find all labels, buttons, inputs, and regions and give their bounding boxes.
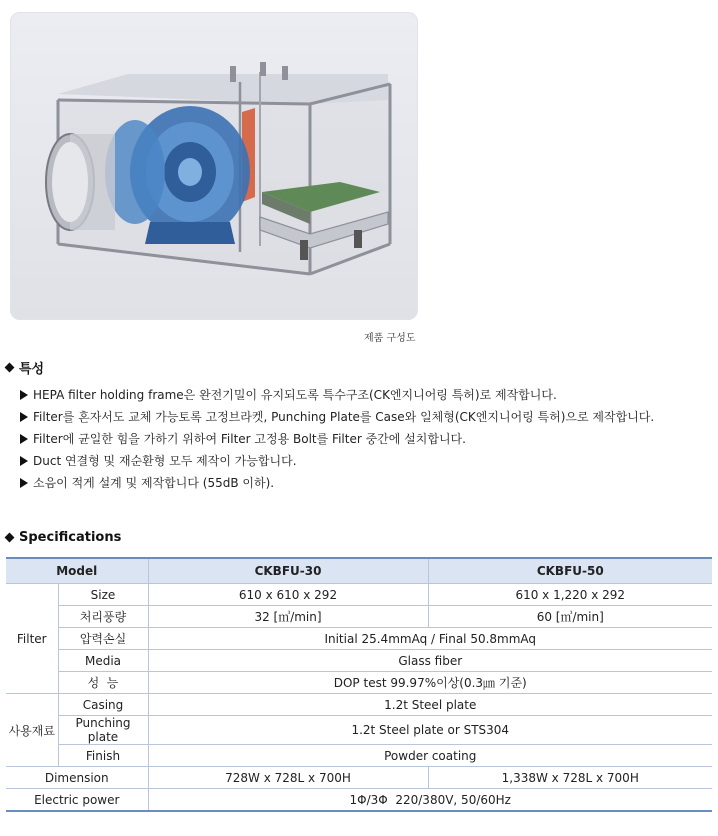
table-row [6, 789, 712, 812]
row-label: 성 능 [58, 672, 148, 694]
cell-value: Powder coating [148, 745, 712, 767]
row-label: Finish [58, 745, 148, 767]
table-row [6, 694, 712, 716]
table-row [6, 672, 712, 694]
table-row [6, 584, 712, 606]
cell-value: DOP test 99.97%이상(0.3㎛ 기준) [148, 672, 712, 694]
table-row [6, 606, 712, 628]
material-category: 사용재료 [6, 694, 58, 767]
cell-value: 32 [㎥/min] [148, 606, 428, 628]
table-row [6, 716, 712, 745]
header-model-2: CKBFU-50 [428, 558, 712, 584]
diamond-bullet-icon [5, 363, 15, 373]
fan-filter-unit-illustration [10, 12, 418, 320]
feature-item: Duct 연결형 및 재순환형 모두 제작이 가능합니다. [20, 450, 654, 472]
feature-item: Filter에 균일한 힘을 가하기 위하여 Filter 고정용 Bolt를 Filter 중간에 설치합니다. [20, 428, 654, 450]
triangle-bullet-icon [20, 412, 28, 422]
table-row [6, 650, 712, 672]
cell-value: 1.2t Steel plate or STS304 [148, 716, 712, 745]
row-label: Dimension [6, 767, 148, 789]
specifications-table [6, 557, 712, 812]
feature-item: Filter를 혼자서도 교체 가능토록 고정브라켓, Punching Plate를 Case와 일체형(CK엔지니어링 특허)으로 제작합니다. [20, 406, 654, 428]
cell-value: 1.2t Steel plate [148, 694, 712, 716]
header-model: Model [6, 558, 148, 584]
features-title: 특성 [6, 358, 44, 377]
cell-value: 728W x 728L x 700H [148, 767, 428, 789]
triangle-bullet-icon [20, 478, 28, 488]
cell-value: 1,338W x 728L x 700H [428, 767, 712, 789]
diamond-bullet-icon [5, 533, 15, 543]
header-model-1: CKBFU-30 [148, 558, 428, 584]
table-row [6, 767, 712, 789]
table-row [6, 745, 712, 767]
cell-value: 610 x 1,220 x 292 [428, 584, 712, 606]
row-label: Casing [58, 694, 148, 716]
row-label: Media [58, 650, 148, 672]
filter-category: Filter [6, 584, 58, 694]
feature-item: 소음이 적게 설계 및 제작합니다 (55dB 이하). [20, 472, 654, 494]
row-label: Electric power [6, 789, 148, 812]
cell-value: Initial 25.4mmAq / Final 50.8mmAq [148, 628, 712, 650]
row-label: 압력손실 [58, 628, 148, 650]
triangle-bullet-icon [20, 390, 28, 400]
features-list [20, 384, 654, 494]
triangle-bullet-icon [20, 456, 28, 466]
cell-value: Glass fiber [148, 650, 712, 672]
cell-value: 610 x 610 x 292 [148, 584, 428, 606]
triangle-bullet-icon [20, 434, 28, 444]
row-label: Punching plate [58, 716, 148, 745]
product-image [10, 12, 418, 320]
row-label: 처리풍량 [58, 606, 148, 628]
cell-value: 60 [㎥/min] [428, 606, 712, 628]
figure-caption: 제품 구성도 [364, 333, 416, 344]
row-label: Size [58, 584, 148, 606]
cell-value: 1Φ/3Φ 220/380V, 50/60Hz [148, 789, 712, 812]
table-header-row [6, 558, 712, 584]
specs-title: Specifications [6, 530, 121, 545]
feature-item: HEPA filter holding frame은 완전기밀이 유지되도록 특수구조(CK엔지니어링 특허)로 제작합니다. [20, 384, 654, 406]
table-row [6, 628, 712, 650]
